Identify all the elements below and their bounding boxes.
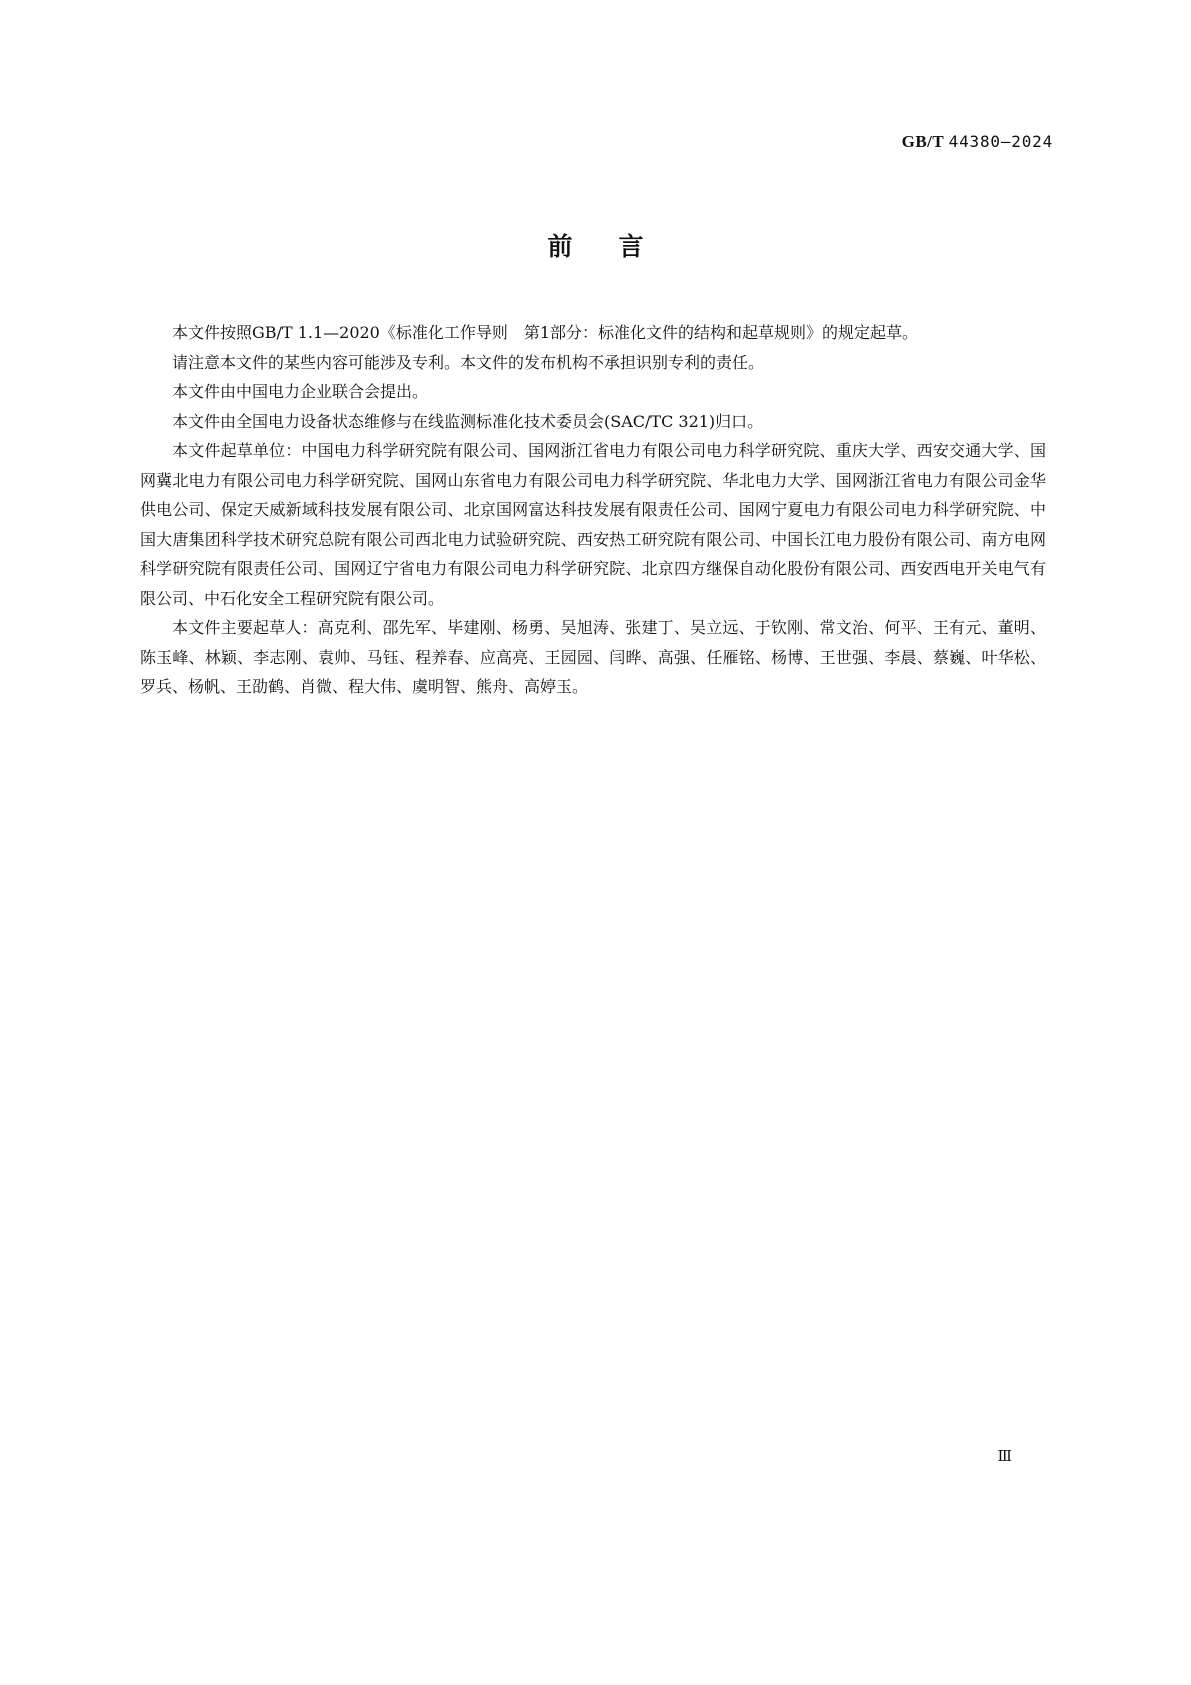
foreword-body [140, 318, 1046, 702]
paragraph-drafting-units: 本文件起草单位：中国电力科学研究院有限公司、国网浙江省电力有限公司电力科学研究院、重庆大学、西安交通大学、国网冀北电力有限公司电力科学研究院、国网山东省电力有限公司电力科学研究院、华北电力大学、国网浙江省电力有限公司金华供电公司、保定天威新域科技发展有限公司、北京国网富达科技发展有限责任公司、国网宁夏电力有限公司电力科学研究院、中国大唐集团科学技术研究总院有限公司西北电力试验研究院、西安热工研究院有限公司、中国长江电力股份有限公司、南方电网科学研究院有限责任公司、国网辽宁省电力有限公司电力科学研究院、北京四方继保自动化股份有限公司、西安西电开关电气有限公司、中石化安全工程研究院有限公司。 [140, 441, 1046, 608]
page-title: 前言 [547, 232, 690, 261]
paragraph-proposer: 本文件由中国电力企业联合会提出。 [172, 382, 429, 401]
standard-code: 44380—2024 [948, 132, 1053, 151]
paragraph-patent-notice: 请注意本文件的某些内容可能涉及专利。本文件的发布机构不承担识别专利的责任。 [172, 352, 765, 372]
standard-number [902, 132, 1053, 152]
paragraph-drafters: 本文件主要起草人：高克利、邵先军、毕建刚、杨勇、吴旭涛、张建丁、吴立远、于钦刚、常文治、何平、王有元、董明、陈玉峰、林颖、李志刚、袁帅、马钰、程养春、应高亮、王园园、闫晔、高强、任雁铭、杨博、王世强、李晨、蔡巍、叶华松、罗兵、杨帆、王劭鹤、肖微、程大伟、虞明智、熊舟、高婷玉。 [140, 618, 1046, 696]
paragraph-drafting-rules: 本文件按照GB/T 1.1—2020《标准化工作导则 第1部分：标准化文件的结构和起草规则》的规定起草。 [172, 323, 919, 342]
standard-prefix: GB/T [901, 132, 944, 151]
page-number: Ⅲ [997, 1449, 1013, 1465]
paragraph-committee: 本文件由全国电力设备状态维修与在线监测标准化技术委员会(SAC/TC 321)归口。 [172, 411, 764, 431]
